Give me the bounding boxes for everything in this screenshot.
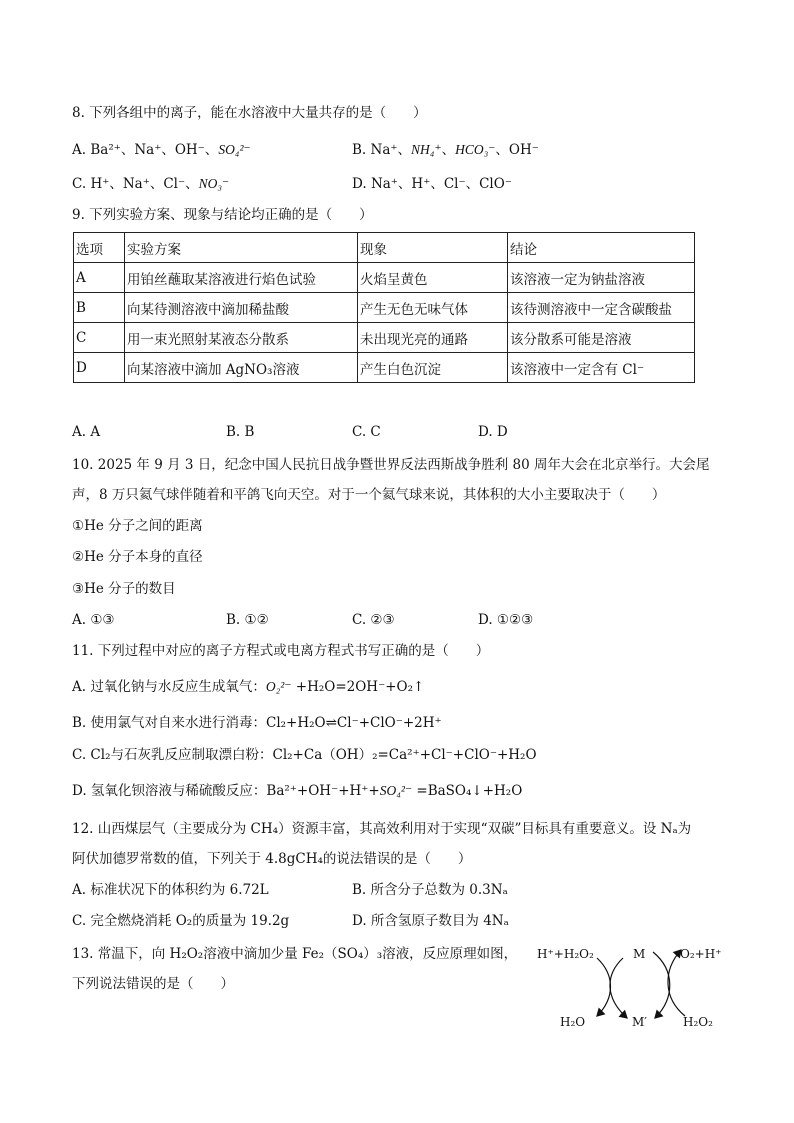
q10-stem-line2: 声，8 万只氦气球伴随着和平鸽飞向天空。对于一个氦气球来说，其体积的大小主要取决于（ ）: [72, 487, 666, 503]
q9-option-d: D. D: [478, 424, 508, 440]
table-cell: 未出现光亮的通路: [358, 323, 508, 353]
table-cell: 产生无色无味气体: [358, 293, 508, 323]
table-cell: 向某溶液中滴加 AgNO₃溶液: [125, 353, 358, 383]
q10-option-d: D. ①②③: [478, 612, 534, 628]
q12-option-b: B. 所含分子总数为 0.3Nₐ: [352, 882, 508, 898]
q9-option-b: B. B: [226, 424, 255, 440]
q9-option-a: A. A: [72, 424, 101, 440]
table-cell: 向某待测溶液中滴加稀盐酸: [125, 293, 358, 323]
q8-option-a: A. Ba²⁺、Na⁺、OH⁻、SO₄²⁻: [72, 142, 251, 158]
diagram-label-m: M: [633, 947, 646, 961]
q12-option-c: C. 完全燃烧消耗 O₂的质量为 19.2g: [72, 913, 290, 929]
arrow-left-curve: [597, 958, 611, 1016]
q10-option-c: C. ②③: [352, 612, 395, 628]
table-cell: B: [74, 293, 125, 323]
table-cell: 用铂丝蘸取某溶液进行焰色试验: [125, 263, 358, 293]
table-cell: D: [74, 353, 125, 383]
q10-option-a: A. ①③: [72, 612, 115, 628]
table-cell: 火焰呈黄色: [358, 263, 508, 293]
diagram-label-h-h2o2: H⁺+H₂O₂: [537, 947, 594, 961]
q13-stem-line1: 13. 常温下，向 H₂O₂溶液中滴加少量 Fe₂（SO₄）₃溶液，反应原理如图，: [72, 946, 518, 962]
q10-item-1: ①He 分子之间的距离: [72, 518, 203, 534]
q12-option-a: A. 标准状况下的体积约为 6.72L: [72, 882, 269, 898]
q10-item-3: ③He 分子的数目: [72, 581, 176, 597]
table-cell: 该待测溶液中一定含碳酸盐: [508, 293, 695, 323]
table-cell: 该溶液中一定含有 Cl⁻: [508, 353, 695, 383]
q11-option-b: B. 使用氯气对自来水进行消毒：Cl₂+H₂O⇌Cl⁻+ClO⁻+2H⁺: [72, 715, 442, 731]
q9-table: [73, 232, 695, 383]
q9-option-c: C. C: [352, 424, 381, 440]
q9-stem: 9. 下列实验方案、现象与结论均正确的是（ ）: [72, 207, 373, 223]
q8-option-b: B. Na⁺、NH₄⁺、HCO₃⁻、OH⁻: [352, 142, 539, 158]
table-cell: 该分散系可能是溶液: [508, 323, 695, 353]
q12-stem-line1: 12. 山西煤层气（主要成分为 CH₄）资源丰富，其高效利用对于实现“双碳”目标具有重要意义。设 Nₐ为: [72, 821, 692, 837]
table-header-cell: 实验方案: [125, 233, 358, 263]
q13-stem-line2: 下列说法错误的是（ ）: [72, 976, 234, 992]
q8-stem: 8. 下列各组中的离子，能在水溶液中大量共存的是（ ）: [72, 105, 427, 121]
q11-option-a: A. 过氧化钠与水反应生成氧气：O₂²⁻ +H₂O=2OH⁻+O₂↑: [72, 679, 425, 695]
diagram-label-m-prime: M′: [632, 1015, 648, 1029]
reaction-cycle-diagram: [535, 940, 735, 1040]
table-row: [74, 263, 695, 293]
table-cell: 用一束光照射某液态分散系: [125, 323, 358, 353]
table-header-cell: 结论: [508, 233, 695, 263]
arrow-mid-right-curve: [653, 952, 670, 1018]
q10-option-b: B. ①②: [226, 612, 269, 628]
table-row: [74, 353, 695, 383]
table-row: [74, 323, 695, 353]
q11-option-d: D. 氢氧化钡溶液与稀硫酸反应：Ba²⁺+OH⁻+H⁺+SO₄²⁻ =BaSO₄↓+H₂O: [72, 783, 523, 799]
arrow-mid-left-curve: [610, 958, 627, 1018]
q8-option-d: D. Na⁺、H⁺、Cl⁻、ClO⁻: [352, 176, 512, 192]
q12-stem-line2: 阿伏加德罗常数的值，下列关于 4.8gCH₄的说法错误的是（ ）: [72, 851, 472, 867]
q10-stem-line1: 10. 2025 年 9 月 3 日，纪念中国人民抗日战争暨世界反法西斯战争胜利 80 周年大会在北京举行。大会尾: [72, 457, 710, 473]
diagram-label-h2o: H₂O: [560, 1015, 586, 1029]
diagram-label-o2-h: O₂+H⁺: [680, 947, 722, 961]
q11-stem: 11. 下列过程中对应的离子方程式或电离方程式书写正确的是（ ）: [72, 643, 490, 659]
q12-option-d: D. 所含氢原子数目为 4Nₐ: [352, 913, 509, 929]
q8-option-c: C. H⁺、Na⁺、Cl⁻、NO₃⁻: [72, 176, 230, 192]
table-cell: C: [74, 323, 125, 353]
table-cell: 产生白色沉淀: [358, 353, 508, 383]
table-header-cell: 现象: [358, 233, 508, 263]
table-header-cell: 选项: [74, 233, 125, 263]
diagram-label-h2o2: H₂O₂: [683, 1015, 713, 1029]
q10-item-2: ②He 分子本身的直径: [72, 549, 203, 565]
table-row: [74, 293, 695, 323]
table-cell: 该溶液一定为钠盐溶液: [508, 263, 695, 293]
q11-option-c: C. Cl₂与石灰乳反应制取漂白粉：Cl₂+Ca（OH）₂=Ca²⁺+Cl⁻+ClO⁻+H₂O: [72, 747, 537, 763]
table-cell: A: [74, 263, 125, 293]
table-header-row: [74, 233, 695, 263]
